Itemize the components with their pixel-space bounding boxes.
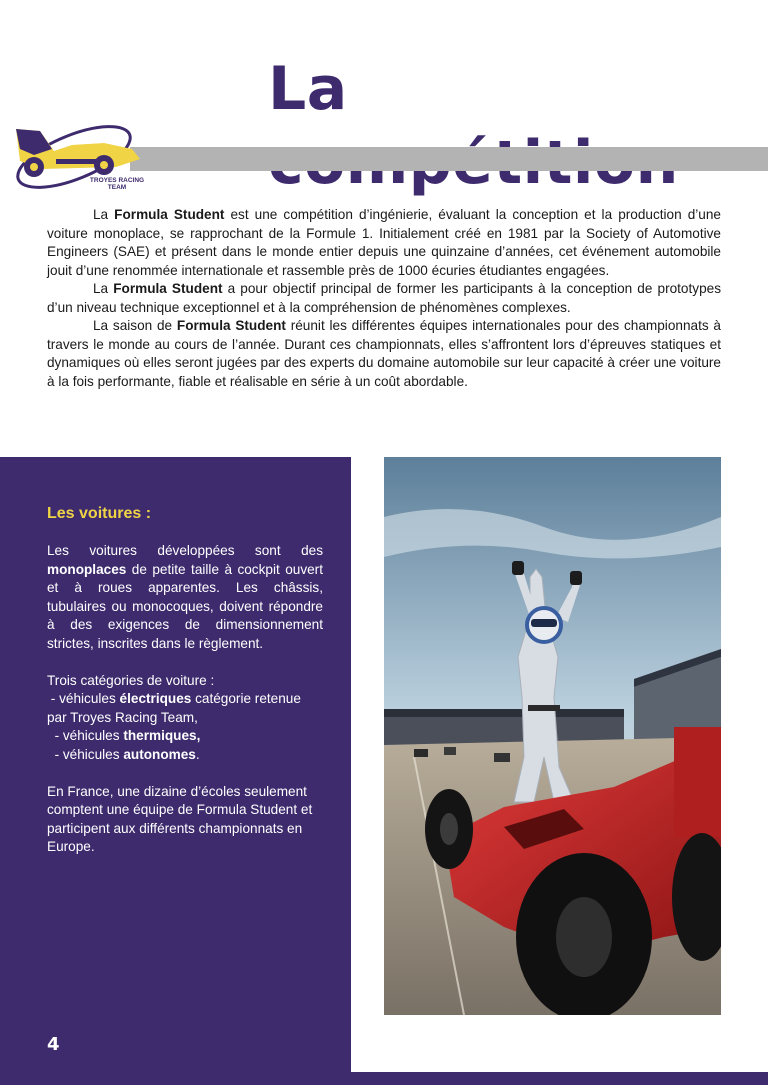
cars-heading: Les voitures : <box>47 505 152 522</box>
logo-wordmark: TROYES RACING TEAM <box>89 177 145 191</box>
intro-paragraph-2: La Formula Student a pour objectif principal de former les participants à la conception de prototypes d’un niveau technique exceptionnel et à la compréhension de phénomènes complexes. <box>47 281 721 315</box>
category-electric: - véhicules électriques catégorie retenue par Troyes Racing Team, <box>47 691 305 725</box>
categories-intro: Trois catégories de voiture : <box>47 672 215 688</box>
intro-text <box>47 206 721 391</box>
cars-paragraph-3: En France, une dizaine d’écoles seulement comptent une équipe de Formula Student et participent aux différents championnats en Europe. <box>47 783 313 854</box>
category-autonomous: - véhicules autonomes. <box>47 746 200 762</box>
driver-on-race-car-image <box>384 457 721 1015</box>
intro-paragraph-3: La saison de Formula Student réunit les différentes équipes internationales pour des championnats à travers le monde au cours de l’année. Durant ces championnats, elles s’affrontent lors d’épreuves statiques et dynamiques où elles seront jugées par des experts du domaine automobile sur leur capacité à créer une voiture à la fois performante, fiable et réalisable en série à un coût abordable. <box>47 318 721 389</box>
page-title: La <box>268 54 348 124</box>
cars-text <box>47 542 323 857</box>
category-thermal: - véhicules thermiques, <box>47 728 201 743</box>
cars-paragraph-1: Les voitures développées sont des monoplaces de petite taille à cockpit ouvert et à roues apparentes. Les châssis, tubulaires ou monocoques, doivent répondre à des exigences de dimensionnement strictes, inscrites dans le règlement. <box>47 543 323 651</box>
bottom-stripe <box>351 1072 768 1085</box>
intro-paragraph-1: La Formula Student est une compétition d’ingénierie, évaluant la conception et la production d’une voiture monoplace, se rapprochant de la Formule 1. Initialement créé en 1981 par la Society of Automotive Engineers (SAE) et présent dans le monde entier depuis une quinzaine d’années, cet événement automobile jouit d’une renommée internationale et rassemble près de 1000 écuries étudiantes engagées. <box>47 207 721 278</box>
troyes-racing-team-logo <box>12 115 152 205</box>
race-driver-celebration-photo <box>384 457 721 1015</box>
race-car-logo-icon <box>12 115 152 205</box>
page-number: 4 <box>47 1034 60 1055</box>
header-divider-band <box>130 147 768 171</box>
